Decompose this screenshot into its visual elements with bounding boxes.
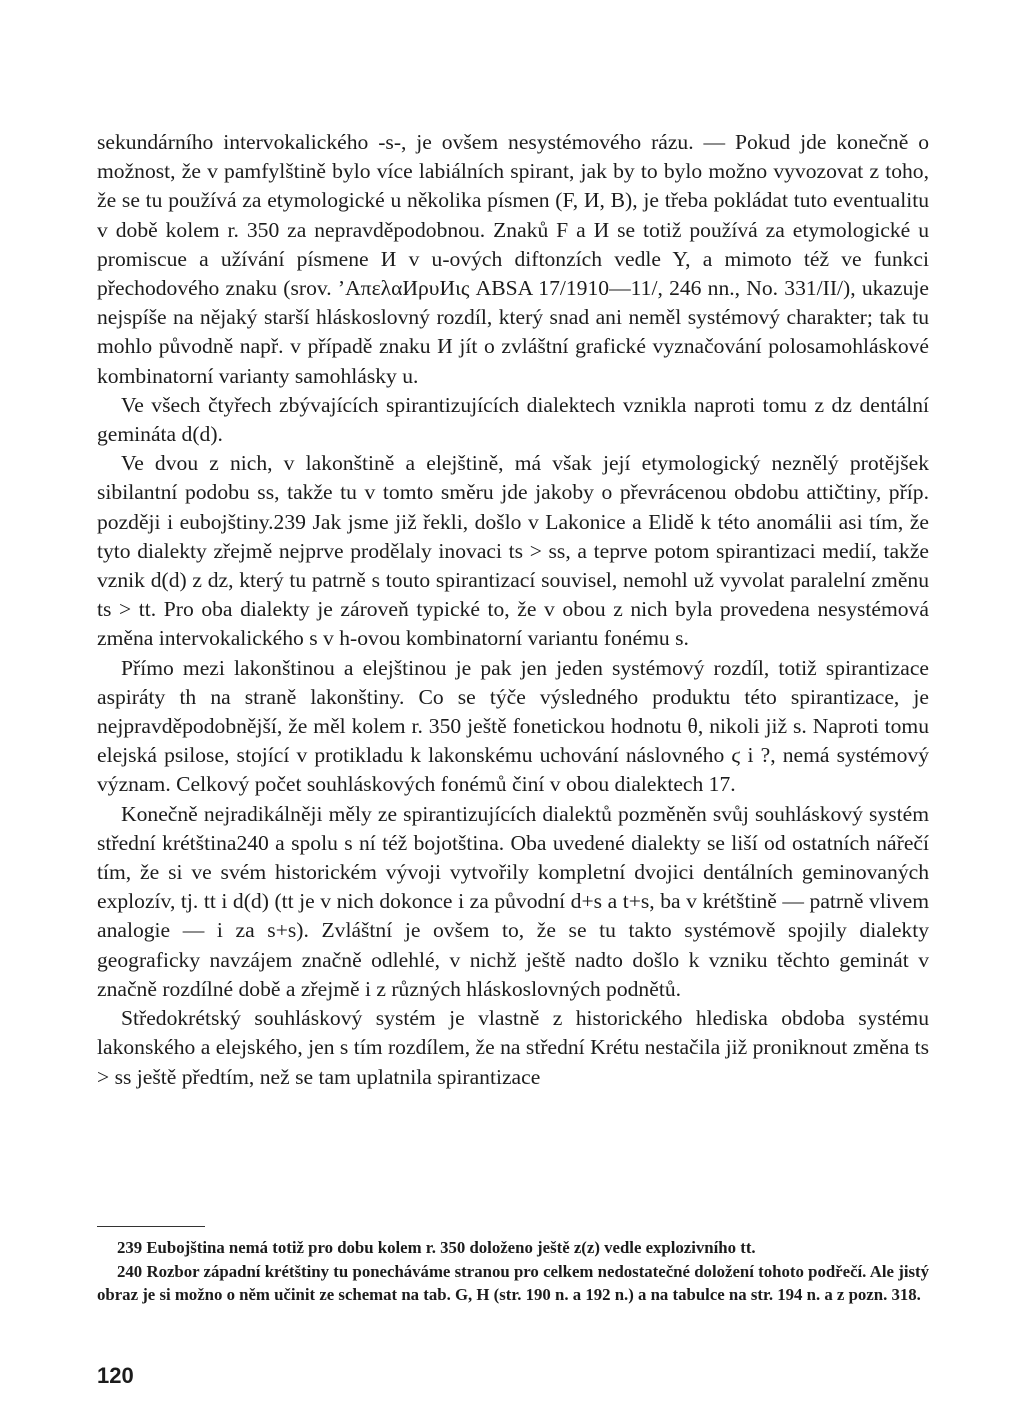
footnote-divider — [97, 1226, 205, 1227]
paragraph-4: Přímo mezi lakonštinou a elejštinou je pak jen jeden systémový rozdíl, totiž spirantizace aspiráty th na straně lakonštiny. Co se týče výsledného produktu této spirantizace, je nejpravděpodobnější, že měl kolem r. 350 ještě fonetickou hodnotu θ, nikoli již s. Naproti tomu elejská psilose, stojící v protikladu k lakonskému uchování náslovného ϛ i ?, nemá systémový význam. Celkový počet souhláskových fonémů činí v obou dialektech 17. — [97, 655, 929, 797]
paragraph-5: Konečně nejradikálněji měly ze spirantizujících dialektů pozměněn svůj souhláskový systém střední krétština240 a spolu s ní též bojotština. Oba uvedené dialekty se liší od ostatních nářečí tím, že si ve svém historickém vývoji vytvořily kompletní dvojici dentálních geminovaných explozív, tj. tt i d(d) (tt je v nich dokonce i za původní d+s a t+s, ba v krétštině — patrně vlivem analogie — i za s+s). Zvláštní je ovšem to, že se tu takto systémově spojily dialekty geograficky navzájem značně odlehlé, v nichž ještě nadto došlo k vzniku těchto geminát v značně rozdílné době a zřejmě i z různých hláskoslovných podnětů. — [97, 801, 929, 1001]
paragraph-6: Středokrétský souhláskový systém je vlastně z historického hlediska obdoba systému lakonského a elejského, jen s tím rozdílem, že na střední Krétu nestačila již proniknout změna ts > ss ještě předtím, než se tam uplatnila spirantizace — [97, 1006, 929, 1089]
footnotes — [97, 1236, 929, 1307]
footnote-240: 240 Rozbor západní krétštiny tu ponecháváme stranou pro celkem nedostatečné doložení tohoto podřečí. Ale jistý obraz je si možno o něm učinit ze schemat na tab. G, H (str. 190 n. a 192 n.) a na tabulce na str. 194 n. a z pozn. 318. — [97, 1261, 929, 1304]
paragraph-3: Ve dvou z nich, v lakonštině a elejštině, má však její etymologický neznělý protějšek sibilantní podobu ss, takže tu v tomto směru jde jakoby o převrácenou obdobu attičtiny, příp. později i eubojštiny.239 Jak jsme již řekli, došlo v Lakonice a Elidě k této anomálii asi tím, že tyto dialekty zřejmě nejprve prodělaly inovaci ts > ss, a teprve potom spirantizaci medií, takže vznik d(d) z dz, který tu patrně s touto spirantizací souvisel, nemohl už vyvolat paralelní změnu ts > tt. Pro oba dialekty je zároveň typické to, že v obou z nich byla provedena nesystémová změna intervokalického s v h-ovou kombinatorní variantu fonému s. — [97, 451, 929, 651]
paragraph-2: Ve všech čtyřech zbývajících spirantizujících dialektech vznikla naproti tomu z dz dentální gemináta d(d). — [97, 392, 929, 447]
footnote-239: 239 Eubojština nemá totiž pro dobu kolem r. 350 doloženo ještě z(z) vedle explozivního tt. — [117, 1238, 756, 1257]
paragraph-1: sekundárního intervokalického -s-, je ovšem nesystémového rázu. — Pokud jde konečně o možnost, že v pamfylštině bylo více labiálních spirant, jak by to bylo možno vyvozovat z toho, že se tu používá za etymologické u několika písmen (F, И, B), je třeba pokládat tuto eventualitu v době kolem r. 350 za nepravděpodobnou. Znaků F a И se totiž používá za etymologické u promiscue a užívání písmene И v u-ových diftonzích vedle Y, a mimoto též ve funkci přechodového znaku (srov. ’ΑπελαИρυИις ABSA 17/1910—11/, 246 nn., No. 331/II/), ukazuje nejspíše na nějaký starší hláskoslovný rozdíl, který snad ani neměl systémový charakter; tak tu mohlo původně např. v případě znaku И jít o zvláštní grafické vyznačování polosamohláskové kombinatorní varianty samohlásky u. — [97, 130, 929, 388]
body-text — [97, 128, 929, 1092]
page-number: 120 — [97, 1363, 134, 1388]
